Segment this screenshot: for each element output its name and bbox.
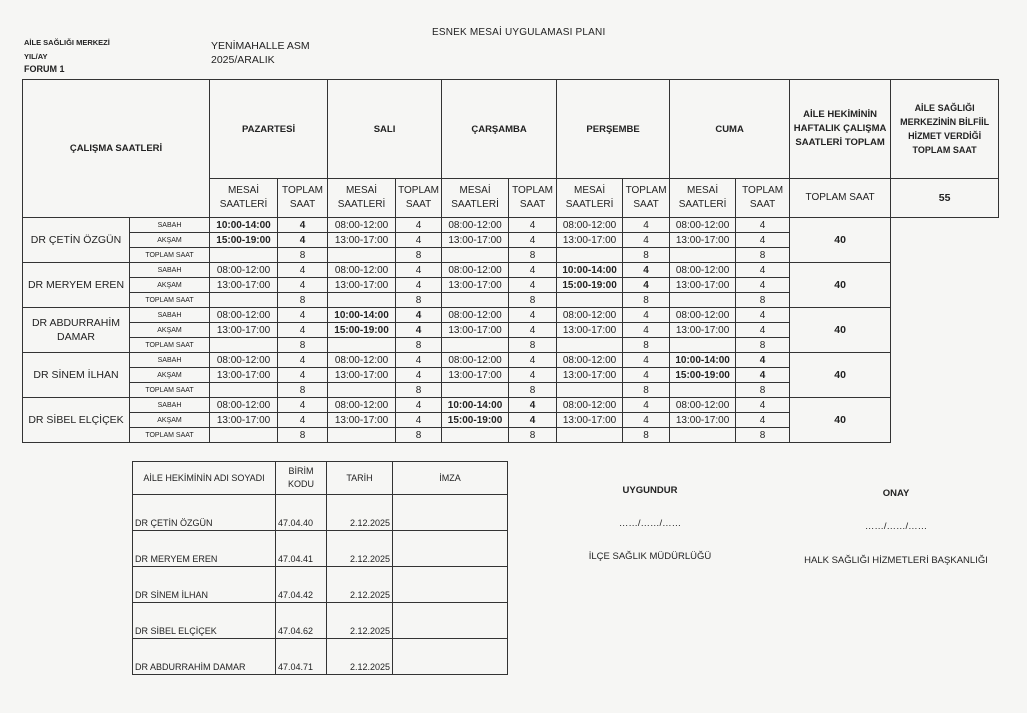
hours-cell: 08:00-12:00 bbox=[557, 308, 623, 323]
hours-cell: 15:00-19:00 bbox=[328, 323, 396, 338]
day-total-cell: 8 bbox=[736, 293, 790, 308]
hours-total-cell: 4 bbox=[736, 323, 790, 338]
hours-cell: 08:00-12:00 bbox=[442, 308, 509, 323]
hours-cell: 13:00-17:00 bbox=[210, 323, 278, 338]
signature-row bbox=[133, 603, 508, 639]
signature-date-cell: 2.12.2025 bbox=[327, 567, 393, 603]
doctor-name: DR SİNEM İLHAN bbox=[23, 353, 130, 398]
day-total-cell: 8 bbox=[278, 248, 328, 263]
hours-cell bbox=[210, 338, 278, 353]
day-header: PAZARTESİ bbox=[210, 80, 328, 179]
hours-cell: 08:00-12:00 bbox=[557, 398, 623, 413]
hours-total-cell: 4 bbox=[509, 278, 557, 293]
hours-cell bbox=[328, 383, 396, 398]
day-total-cell: 8 bbox=[623, 338, 670, 353]
hours-total-cell: 4 bbox=[623, 278, 670, 293]
hours-total-cell: 4 bbox=[623, 308, 670, 323]
day-total-cell: 8 bbox=[278, 293, 328, 308]
hours-cell: 08:00-12:00 bbox=[442, 353, 509, 368]
hours-cell: 15:00-19:00 bbox=[670, 368, 736, 383]
hours-cell: 08:00-12:00 bbox=[557, 353, 623, 368]
hours-total-cell: 4 bbox=[396, 413, 442, 428]
day-total-cell: 8 bbox=[623, 428, 670, 443]
hours-total-cell: 4 bbox=[509, 323, 557, 338]
hours-cell: 13:00-17:00 bbox=[328, 233, 396, 248]
signature-name-cell: DR SİBEL ELÇİÇEK bbox=[133, 603, 276, 639]
mesai-subheader: MESAİ SAATLERİ bbox=[557, 179, 623, 218]
hours-cell bbox=[442, 293, 509, 308]
hours-total-cell: 4 bbox=[278, 308, 328, 323]
day-total-cell: 8 bbox=[736, 428, 790, 443]
hours-total-cell: 4 bbox=[623, 368, 670, 383]
hours-total-cell: 4 bbox=[623, 398, 670, 413]
hours-cell: 08:00-12:00 bbox=[210, 308, 278, 323]
day-total-cell: 8 bbox=[736, 338, 790, 353]
approve-date: ……/……/…… bbox=[618, 518, 682, 529]
signature-sign-cell bbox=[393, 495, 508, 531]
signature-table bbox=[132, 461, 508, 675]
signature-name-header: AİLE HEKİMİNİN ADI SOYADI bbox=[133, 462, 276, 495]
hours-total-cell: 4 bbox=[509, 218, 557, 233]
period-label: SABAH bbox=[130, 308, 210, 323]
hours-cell bbox=[557, 338, 623, 353]
hours-cell bbox=[210, 428, 278, 443]
hours-total-cell: 4 bbox=[509, 353, 557, 368]
hours-cell: 13:00-17:00 bbox=[670, 233, 736, 248]
hours-total-cell: 4 bbox=[278, 353, 328, 368]
hours-total-cell: 4 bbox=[736, 218, 790, 233]
approve-org: İLÇE SAĞLIK MÜDÜRLÜĞÜ bbox=[588, 551, 712, 562]
hours-total-cell: 4 bbox=[623, 233, 670, 248]
hours-cell: 13:00-17:00 bbox=[442, 323, 509, 338]
hours-total-cell: 4 bbox=[509, 398, 557, 413]
period-label: SABAH bbox=[130, 398, 210, 413]
hours-cell: 08:00-12:00 bbox=[328, 263, 396, 278]
day-header: SALI bbox=[328, 80, 442, 179]
hours-cell: 13:00-17:00 bbox=[328, 278, 396, 293]
period-value: 2025/ARALIK bbox=[211, 54, 275, 66]
hours-total-cell: 4 bbox=[396, 308, 442, 323]
weekly-total-header: AİLE HEKİMİNİN HAFTALIK ÇALIŞMA SAATLERİ TOPLAM bbox=[790, 80, 891, 179]
signature-date-cell: 2.12.2025 bbox=[327, 639, 393, 675]
signature-code-cell: 47.04.42 bbox=[276, 567, 327, 603]
signature-sign-cell bbox=[393, 639, 508, 675]
hours-total-cell: 4 bbox=[623, 263, 670, 278]
hours-total-cell: 4 bbox=[278, 413, 328, 428]
hours-cell: 08:00-12:00 bbox=[670, 218, 736, 233]
signature-code-cell: 47.04.71 bbox=[276, 639, 327, 675]
hours-cell: 08:00-12:00 bbox=[210, 398, 278, 413]
day-total-cell: 8 bbox=[396, 338, 442, 353]
mesai-subheader: MESAİ SAATLERİ bbox=[442, 179, 509, 218]
day-total-cell: 8 bbox=[623, 248, 670, 263]
mesai-subheader: MESAİ SAATLERİ bbox=[670, 179, 736, 218]
signature-name-cell: DR ÇETİN ÖZGÜN bbox=[133, 495, 276, 531]
period-label: TOPLAM SAAT bbox=[130, 248, 210, 263]
asm-total-header: AİLE SAĞLIĞI MERKEZİNİN BİLFİİL HİZMET VERDİĞİ TOPLAM SAAT bbox=[891, 80, 999, 179]
hours-cell bbox=[670, 248, 736, 263]
hours-total-cell: 4 bbox=[396, 218, 442, 233]
hours-total-cell: 4 bbox=[509, 308, 557, 323]
asm-total-value: 55 bbox=[891, 179, 999, 218]
hours-cell: 08:00-12:00 bbox=[210, 263, 278, 278]
hours-cell: 08:00-12:00 bbox=[670, 263, 736, 278]
hours-cell: 08:00-12:00 bbox=[328, 398, 396, 413]
period-label: SABAH bbox=[130, 218, 210, 233]
hours-total-cell: 4 bbox=[623, 323, 670, 338]
hours-total-cell: 4 bbox=[736, 398, 790, 413]
hours-total-cell: 4 bbox=[396, 278, 442, 293]
period-label: AKŞAM bbox=[130, 233, 210, 248]
hours-cell: 08:00-12:00 bbox=[442, 218, 509, 233]
day-header: CUMA bbox=[670, 80, 790, 179]
hours-total-cell: 4 bbox=[396, 233, 442, 248]
doctor-name: DR ABDURRAHİM DAMAR bbox=[23, 308, 130, 353]
period-label: TOPLAM SAAT bbox=[130, 428, 210, 443]
day-total-cell: 8 bbox=[509, 293, 557, 308]
hours-cell bbox=[210, 293, 278, 308]
hours-total-cell: 4 bbox=[736, 233, 790, 248]
hours-total-cell: 4 bbox=[396, 398, 442, 413]
hours-cell: 13:00-17:00 bbox=[210, 413, 278, 428]
hours-cell bbox=[670, 338, 736, 353]
toplam-subheader: TOPLAM SAAT bbox=[736, 179, 790, 218]
hours-cell bbox=[328, 338, 396, 353]
hours-total-cell: 4 bbox=[736, 278, 790, 293]
weekly-total-cell: 40 bbox=[790, 218, 891, 263]
hours-cell bbox=[442, 428, 509, 443]
center-label: AİLE SAĞLIĞI MERKEZİ bbox=[24, 38, 110, 47]
hours-total-cell: 4 bbox=[278, 368, 328, 383]
signature-date-header: TARİH bbox=[327, 462, 393, 495]
hours-cell: 10:00-14:00 bbox=[210, 218, 278, 233]
hours-cell bbox=[328, 293, 396, 308]
hours-cell: 10:00-14:00 bbox=[328, 308, 396, 323]
day-total-cell: 8 bbox=[509, 383, 557, 398]
hours-cell: 13:00-17:00 bbox=[557, 233, 623, 248]
hours-total-cell: 4 bbox=[278, 398, 328, 413]
period-label: AKŞAM bbox=[130, 278, 210, 293]
hours-total-cell: 4 bbox=[396, 263, 442, 278]
hours-total-cell: 4 bbox=[278, 233, 328, 248]
day-total-cell: 8 bbox=[396, 248, 442, 263]
toplam-subheader: TOPLAM SAAT bbox=[278, 179, 328, 218]
hours-cell bbox=[442, 248, 509, 263]
hours-cell: 13:00-17:00 bbox=[557, 323, 623, 338]
hours-total-cell: 4 bbox=[396, 353, 442, 368]
hours-cell bbox=[328, 248, 396, 263]
hours-cell: 15:00-19:00 bbox=[557, 278, 623, 293]
toplam-subheader: TOPLAM SAAT bbox=[623, 179, 670, 218]
signature-sign-cell bbox=[393, 531, 508, 567]
weekly-total-cell: 40 bbox=[790, 263, 891, 308]
signature-code-cell: 47.04.41 bbox=[276, 531, 327, 567]
signature-sign-cell bbox=[393, 567, 508, 603]
hours-cell: 13:00-17:00 bbox=[670, 323, 736, 338]
hours-total-cell: 4 bbox=[736, 368, 790, 383]
period-label: AKŞAM bbox=[130, 413, 210, 428]
signature-name-cell: DR SİNEM İLHAN bbox=[133, 567, 276, 603]
hours-total-cell: 4 bbox=[278, 263, 328, 278]
hours-cell: 15:00-19:00 bbox=[442, 413, 509, 428]
hours-cell: 08:00-12:00 bbox=[557, 218, 623, 233]
day-header: PERŞEMBE bbox=[557, 80, 670, 179]
mesai-subheader: MESAİ SAATLERİ bbox=[328, 179, 396, 218]
hours-total-cell: 4 bbox=[509, 368, 557, 383]
day-total-cell: 8 bbox=[736, 383, 790, 398]
signature-row bbox=[133, 567, 508, 603]
hours-cell: 13:00-17:00 bbox=[670, 278, 736, 293]
period-label: TOPLAM SAAT bbox=[130, 338, 210, 353]
hours-cell bbox=[210, 383, 278, 398]
hours-total-cell: 4 bbox=[396, 323, 442, 338]
signature-name-cell: DR ABDURRAHİM DAMAR bbox=[133, 639, 276, 675]
hours-cell: 13:00-17:00 bbox=[210, 368, 278, 383]
hours-cell bbox=[670, 293, 736, 308]
schedule-row bbox=[23, 353, 999, 368]
signature-sign-cell bbox=[393, 603, 508, 639]
doctor-name: DR ÇETİN ÖZGÜN bbox=[23, 218, 130, 263]
onay-title: ONAY bbox=[882, 488, 910, 499]
hours-total-cell: 4 bbox=[509, 263, 557, 278]
hours-cell: 08:00-12:00 bbox=[210, 353, 278, 368]
hours-cell bbox=[557, 383, 623, 398]
day-total-cell: 8 bbox=[736, 248, 790, 263]
hours-cell: 10:00-14:00 bbox=[670, 353, 736, 368]
schedule-row bbox=[23, 218, 999, 233]
weekly-total-subheader: TOPLAM SAAT bbox=[790, 179, 891, 218]
onay-org: HALK SAĞLIĞI HİZMETLERİ BAŞKANLIĞI bbox=[804, 555, 988, 566]
hours-cell: 13:00-17:00 bbox=[210, 278, 278, 293]
hours-total-cell: 4 bbox=[736, 353, 790, 368]
hours-cell: 13:00-17:00 bbox=[557, 368, 623, 383]
toplam-subheader: TOPLAM SAAT bbox=[509, 179, 557, 218]
hours-cell bbox=[442, 383, 509, 398]
hours-cell bbox=[442, 338, 509, 353]
day-total-cell: 8 bbox=[278, 428, 328, 443]
period-label: TOPLAM SAAT bbox=[130, 293, 210, 308]
hours-total-cell: 4 bbox=[623, 218, 670, 233]
toplam-subheader: TOPLAM SAAT bbox=[396, 179, 442, 218]
hours-cell: 15:00-19:00 bbox=[210, 233, 278, 248]
period-label: YIL/AY bbox=[24, 52, 48, 61]
center-value: YENİMAHALLE ASM bbox=[211, 40, 310, 52]
hours-cell bbox=[328, 428, 396, 443]
signature-date-cell: 2.12.2025 bbox=[327, 603, 393, 639]
signature-row bbox=[133, 531, 508, 567]
hours-cell: 13:00-17:00 bbox=[442, 233, 509, 248]
weekly-total-cell: 40 bbox=[790, 353, 891, 398]
mesai-subheader: MESAİ SAATLERİ bbox=[210, 179, 278, 218]
hours-cell: 08:00-12:00 bbox=[328, 353, 396, 368]
hours-cell: 10:00-14:00 bbox=[442, 398, 509, 413]
hours-cell: 08:00-12:00 bbox=[328, 218, 396, 233]
hours-cell bbox=[557, 293, 623, 308]
period-label: SABAH bbox=[130, 353, 210, 368]
signature-row bbox=[133, 495, 508, 531]
hours-total-cell: 4 bbox=[278, 323, 328, 338]
hours-total-cell: 4 bbox=[278, 218, 328, 233]
hours-cell: 08:00-12:00 bbox=[442, 263, 509, 278]
schedule-row bbox=[23, 263, 999, 278]
hours-cell: 13:00-17:00 bbox=[442, 278, 509, 293]
hours-cell bbox=[670, 428, 736, 443]
day-header: ÇARŞAMBA bbox=[442, 80, 557, 179]
day-total-cell: 8 bbox=[278, 383, 328, 398]
signature-code-cell: 47.04.62 bbox=[276, 603, 327, 639]
hours-cell: 13:00-17:00 bbox=[557, 413, 623, 428]
hours-total-cell: 4 bbox=[623, 353, 670, 368]
day-total-cell: 8 bbox=[509, 428, 557, 443]
hours-cell: 13:00-17:00 bbox=[442, 368, 509, 383]
doctor-name: DR SİBEL ELÇİÇEK bbox=[23, 398, 130, 443]
period-label: AKŞAM bbox=[130, 368, 210, 383]
signature-name-cell: DR MERYEM EREN bbox=[133, 531, 276, 567]
hours-total-cell: 4 bbox=[736, 263, 790, 278]
hours-cell: 13:00-17:00 bbox=[328, 413, 396, 428]
hours-cell: 10:00-14:00 bbox=[557, 263, 623, 278]
hours-total-cell: 4 bbox=[736, 308, 790, 323]
weekly-total-cell: 40 bbox=[790, 398, 891, 443]
hours-cell bbox=[557, 428, 623, 443]
hours-total-cell: 4 bbox=[278, 278, 328, 293]
hours-cell: 13:00-17:00 bbox=[328, 368, 396, 383]
page-title: ESNEK MESAİ UYGULAMASI PLANI bbox=[432, 27, 606, 38]
signature-date-cell: 2.12.2025 bbox=[327, 531, 393, 567]
hours-total-cell: 4 bbox=[509, 413, 557, 428]
signature-code-header: BİRİM KODU bbox=[276, 462, 327, 495]
hours-cell: 13:00-17:00 bbox=[670, 413, 736, 428]
signature-code-cell: 47.04.40 bbox=[276, 495, 327, 531]
signature-row bbox=[133, 639, 508, 675]
period-label: AKŞAM bbox=[130, 323, 210, 338]
onay-date: ……/……/…… bbox=[864, 521, 928, 532]
signature-sign-header: İMZA bbox=[393, 462, 508, 495]
approve-title: UYGUNDUR bbox=[622, 485, 678, 496]
hours-cell bbox=[210, 248, 278, 263]
day-total-cell: 8 bbox=[623, 293, 670, 308]
work-hours-header: ÇALIŞMA SAATLERİ bbox=[23, 80, 210, 218]
day-total-cell: 8 bbox=[396, 293, 442, 308]
day-total-cell: 8 bbox=[509, 338, 557, 353]
schedule-table bbox=[22, 79, 999, 443]
day-total-cell: 8 bbox=[278, 338, 328, 353]
day-total-cell: 8 bbox=[623, 383, 670, 398]
day-total-cell: 8 bbox=[396, 383, 442, 398]
hours-total-cell: 4 bbox=[509, 233, 557, 248]
hours-total-cell: 4 bbox=[623, 413, 670, 428]
doctor-name: DR MERYEM EREN bbox=[23, 263, 130, 308]
period-label: TOPLAM SAAT bbox=[130, 383, 210, 398]
period-label: SABAH bbox=[130, 263, 210, 278]
hours-total-cell: 4 bbox=[396, 368, 442, 383]
signature-date-cell: 2.12.2025 bbox=[327, 495, 393, 531]
hours-total-cell: 4 bbox=[736, 413, 790, 428]
hours-cell bbox=[670, 383, 736, 398]
day-total-cell: 8 bbox=[396, 428, 442, 443]
hours-cell: 08:00-12:00 bbox=[670, 308, 736, 323]
weekly-total-cell: 40 bbox=[790, 308, 891, 353]
hours-cell: 08:00-12:00 bbox=[670, 398, 736, 413]
form-label: FORUM 1 bbox=[24, 64, 65, 74]
schedule-row bbox=[23, 398, 999, 413]
schedule-row bbox=[23, 308, 999, 323]
day-total-cell: 8 bbox=[509, 248, 557, 263]
hours-cell bbox=[557, 248, 623, 263]
